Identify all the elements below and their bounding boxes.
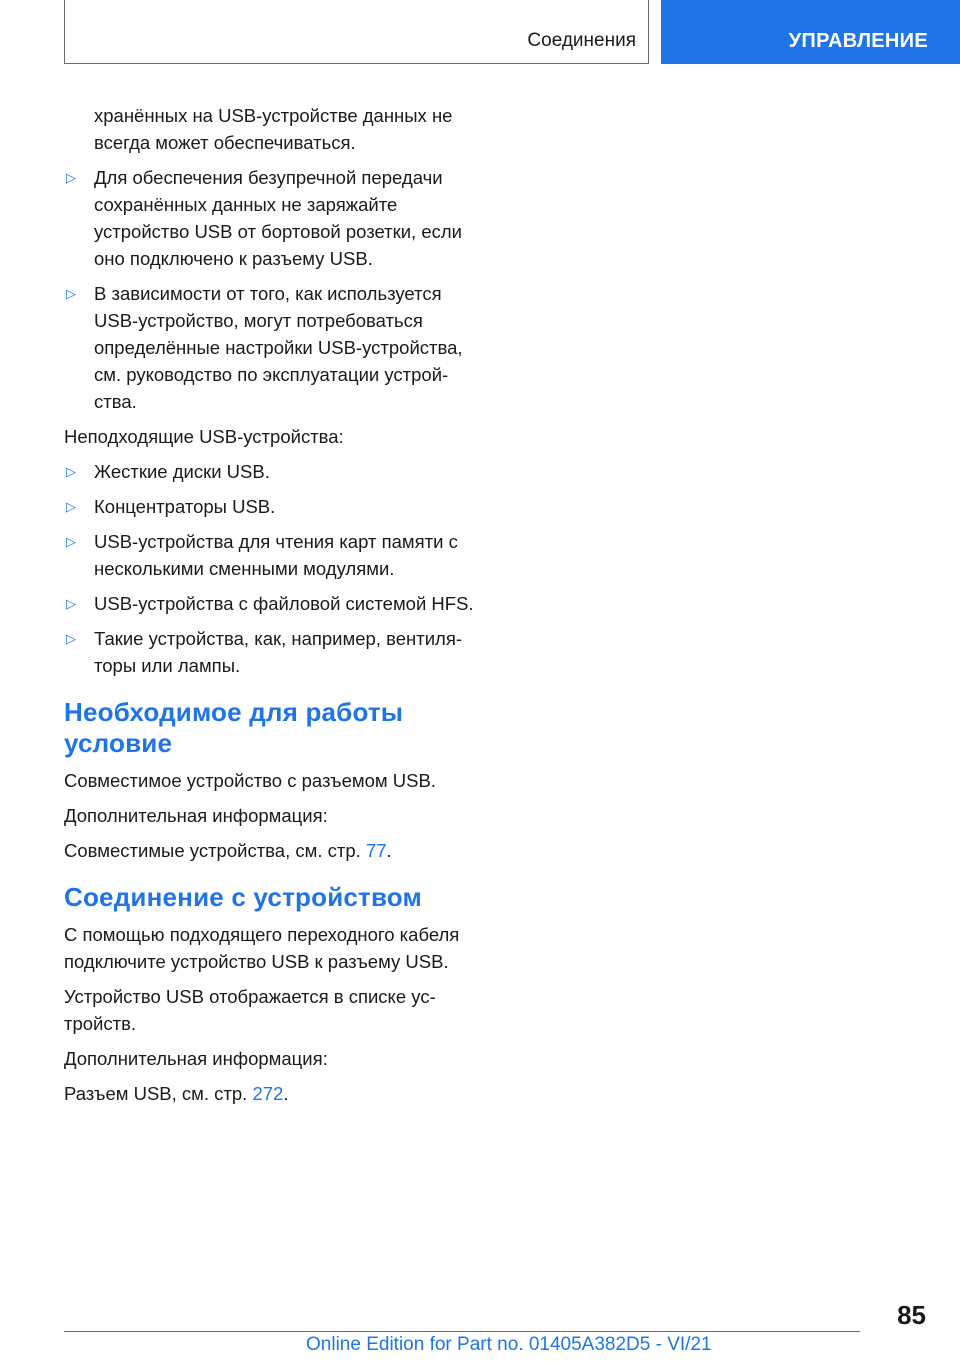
page-link-272[interactable]: 272 [252,1083,284,1104]
header-chapter-title: УПРАВЛЕНИЕ [788,30,928,52]
section-heading-requirement: Необходимое для работы условие [64,697,404,758]
additional-info-label: Дополнительная информация: [64,805,328,826]
bullet-triangle-icon: ▷ [66,631,76,646]
list-item: ▷ Жесткие диски USB. [64,458,484,485]
unsuitable-devices-list [64,458,484,679]
list-item: ▷ Для обеспечения безупречной передачи сохранённых данных не заряжайте устройство USB от бортовой розетки, если оно подключено к разъему USB. [64,164,484,272]
bullet-triangle-icon: ▷ [66,596,76,611]
list-item: ▷ USB-устройства с файловой системой HFS. [64,590,484,617]
unsuitable-devices-label: Неподходящие USB-устройства: [64,426,344,447]
bullet-triangle-icon: ▷ [66,170,76,185]
bullet-triangle-icon: ▷ [66,499,76,514]
section-heading-connection: Соединение с устройством [64,882,422,912]
continued-paragraph: хранённых на USB-устройстве данных не всегда может обеспечиваться. [94,105,453,153]
list-item: ▷ В зависимости от того, как используется USB-устройство, могут потребоваться определённые настройки USB-устройства, см. руководство по эксплуатации устрой-ства. [64,280,484,415]
header-chapter-tab [661,0,960,64]
bullet-triangle-icon: ▷ [66,286,76,301]
connection-instruction: С помощью подходящего переходного кабеля подключите устройство USB к разъему USB. [64,924,460,972]
footer-edition: Online Edition for Part no. 01405A382D5 - VI/21 [306,1334,712,1355]
device-list-note: Устройство USB отображается в списке ус-тройств. [64,986,436,1034]
list-item: ▷ Такие устройства, как, например, вентиля-торы или лампы. [64,625,484,679]
usb-notes-list [64,164,484,415]
bullet-triangle-icon: ▷ [66,534,76,549]
bullet-triangle-icon: ▷ [66,464,76,479]
page-link-77[interactable]: 77 [365,840,387,861]
page-number: 85 [897,1300,926,1330]
list-item: ▷ Концентраторы USB. [64,493,484,520]
usb-port-reference: Разъем USB, см. стр. 272. [64,1083,289,1104]
main-content [64,102,484,1115]
compatible-devices-reference: Совместимые устройства, см. стр. 77. [64,840,392,861]
list-item: ▷ USB-устройства для чтения карт памяти с несколькими сменными модулями. [64,528,484,582]
additional-info-label: Дополнительная информация: [64,1048,328,1069]
requirement-text: Совместимое устройство с разъемом USB. [64,770,436,791]
footer-divider [64,1331,860,1332]
header-section-title: Соединения [527,30,636,51]
header-section-box [64,0,649,64]
